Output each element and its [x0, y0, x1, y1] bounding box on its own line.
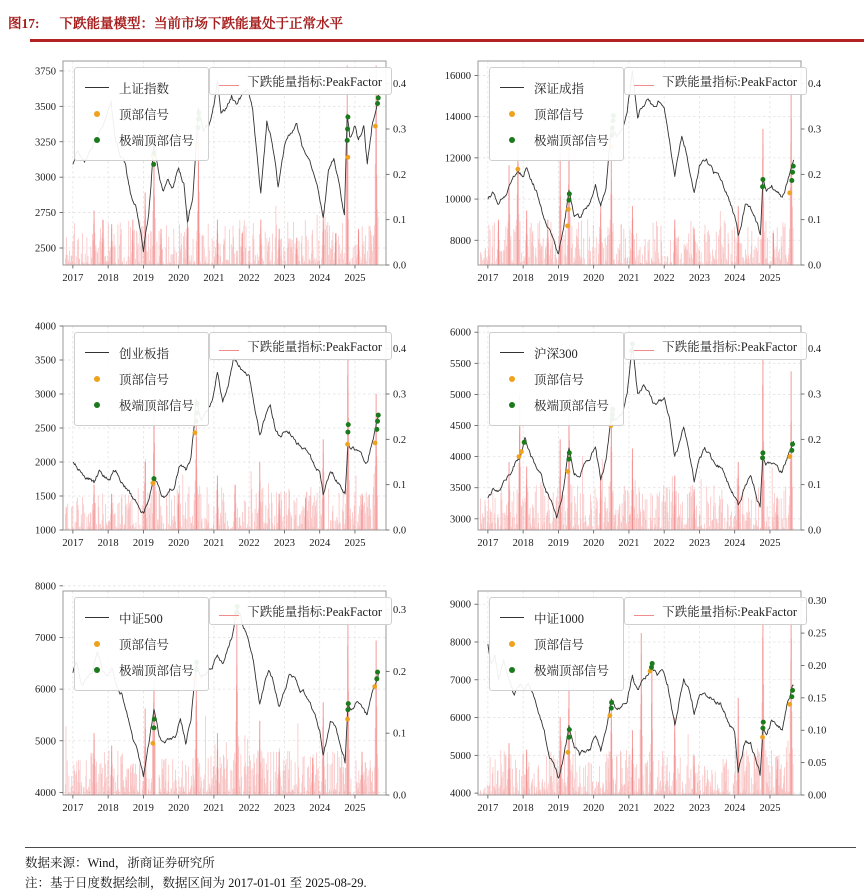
svg-text:0.0: 0.0	[808, 260, 822, 271]
series-label: 创业板指	[119, 346, 170, 361]
svg-text:6000: 6000	[450, 712, 471, 724]
svg-text:2023: 2023	[688, 537, 710, 549]
svg-text:6000: 6000	[450, 327, 471, 339]
data-source: 数据来源：Wind，浙商证券研究所	[25, 855, 215, 870]
figure-footer	[25, 847, 856, 893]
top-signal-marker	[94, 376, 100, 382]
svg-text:0.25: 0.25	[808, 628, 827, 640]
svg-text:2022: 2022	[653, 537, 675, 549]
series-line-swatch	[500, 352, 524, 353]
charts-grid	[13, 48, 843, 843]
peakfactor-line-swatch	[219, 350, 239, 351]
series-line-swatch	[500, 87, 524, 88]
svg-text:0.00: 0.00	[808, 790, 827, 801]
svg-text:2025: 2025	[759, 802, 781, 814]
svg-text:2500: 2500	[35, 423, 56, 434]
svg-text:3000: 3000	[35, 389, 56, 400]
svg-text:2017: 2017	[477, 272, 499, 284]
svg-text:0.10: 0.10	[808, 725, 827, 737]
svg-text:2021: 2021	[203, 272, 225, 284]
svg-text:0.2: 0.2	[808, 434, 822, 446]
svg-text:2020: 2020	[168, 802, 190, 814]
peakfactor-line-swatch	[634, 85, 654, 86]
figure-label: 图17:	[8, 16, 40, 31]
top-signal-marker	[509, 641, 515, 647]
svg-text:2025: 2025	[344, 802, 366, 814]
svg-text:5000: 5000	[450, 389, 471, 401]
chart-cell-csi1000	[428, 578, 843, 843]
peakfactor-legend	[624, 67, 807, 95]
svg-text:14000: 14000	[444, 111, 471, 123]
svg-text:0.3: 0.3	[393, 389, 407, 400]
data-note: 注：基于日度数据绘制，数据区间为 2017-01-01 至 2025-08-29.	[25, 875, 367, 890]
svg-text:7000: 7000	[35, 632, 56, 644]
legend-csi300	[489, 332, 624, 426]
extreme-signal-marker	[94, 137, 100, 143]
svg-text:2019: 2019	[547, 537, 569, 549]
svg-text:5000: 5000	[35, 735, 56, 747]
svg-text:0.1: 0.1	[808, 479, 822, 491]
svg-text:2024: 2024	[309, 272, 331, 284]
top-signal-label: 顶部信号	[534, 372, 585, 387]
svg-text:8000: 8000	[450, 637, 471, 648]
svg-text:2022: 2022	[238, 537, 260, 549]
peakfactor-line-swatch	[634, 615, 654, 616]
svg-text:2024: 2024	[724, 802, 746, 814]
svg-text:2017: 2017	[62, 272, 84, 284]
svg-text:2022: 2022	[238, 802, 260, 814]
svg-text:2019: 2019	[132, 537, 154, 549]
svg-text:0.2: 0.2	[393, 434, 407, 446]
svg-text:7000: 7000	[450, 674, 471, 686]
svg-text:4000: 4000	[450, 451, 471, 463]
svg-text:5500: 5500	[450, 358, 471, 370]
svg-text:0.4: 0.4	[808, 78, 822, 90]
legend-szse	[489, 67, 624, 161]
extreme-signal-marker	[509, 402, 515, 408]
svg-text:2025: 2025	[759, 272, 781, 284]
peakfactor-label: 下跌能量指标:PeakFactor	[662, 604, 797, 619]
svg-text:0.05: 0.05	[808, 757, 827, 769]
svg-text:2019: 2019	[547, 802, 569, 814]
svg-text:2017: 2017	[62, 537, 84, 549]
svg-text:2018: 2018	[512, 802, 534, 814]
peakfactor-line-swatch	[634, 350, 654, 351]
svg-text:0.20: 0.20	[808, 660, 827, 672]
svg-text:0.2: 0.2	[393, 666, 407, 678]
series-label: 沪深300	[534, 346, 578, 361]
svg-text:0.15: 0.15	[808, 692, 827, 704]
svg-text:2023: 2023	[273, 272, 295, 284]
svg-text:2023: 2023	[273, 537, 295, 549]
svg-text:2023: 2023	[273, 802, 295, 814]
svg-text:2018: 2018	[97, 537, 119, 549]
peakfactor-legend	[209, 332, 392, 360]
svg-text:2021: 2021	[618, 802, 640, 814]
svg-text:2017: 2017	[62, 802, 84, 814]
series-line-swatch	[85, 352, 109, 353]
peakfactor-legend	[624, 597, 807, 625]
extreme-signal-marker	[94, 667, 100, 673]
svg-text:0.3: 0.3	[393, 604, 407, 616]
extreme-signal-marker	[509, 137, 515, 143]
svg-text:0.3: 0.3	[808, 389, 822, 400]
svg-text:0.3: 0.3	[393, 124, 407, 135]
chart-cell-szse	[428, 48, 843, 313]
svg-text:2024: 2024	[724, 537, 746, 549]
svg-text:8000: 8000	[450, 235, 471, 247]
svg-text:2024: 2024	[724, 272, 746, 284]
top-signal-label: 顶部信号	[534, 637, 585, 652]
svg-text:0.1: 0.1	[393, 214, 407, 226]
svg-text:2500: 2500	[35, 243, 56, 254]
svg-text:2020: 2020	[168, 272, 190, 284]
peakfactor-legend	[624, 332, 807, 360]
svg-text:2020: 2020	[583, 537, 605, 549]
figure-title: 下跌能量模型：当前市场下跌能量处于正常水平	[59, 16, 343, 31]
legend-sse	[74, 67, 209, 161]
svg-text:2025: 2025	[759, 537, 781, 549]
svg-text:0.0: 0.0	[393, 790, 407, 801]
svg-text:16000: 16000	[444, 70, 471, 82]
series-label: 中证500	[119, 611, 163, 626]
svg-text:2022: 2022	[238, 272, 260, 284]
peakfactor-label: 下跌能量指标:PeakFactor	[662, 74, 797, 89]
series-label: 深证成指	[534, 81, 585, 96]
figure-header	[0, 0, 864, 42]
svg-text:4500: 4500	[450, 420, 471, 432]
svg-text:6000: 6000	[35, 684, 56, 696]
peakfactor-label: 下跌能量指标:PeakFactor	[662, 339, 797, 354]
peakfactor-line-swatch	[219, 615, 239, 616]
svg-text:1000: 1000	[35, 525, 56, 536]
legend-csi500	[74, 597, 209, 691]
svg-text:2021: 2021	[618, 537, 640, 549]
series-label: 上证指数	[119, 81, 170, 96]
svg-text:1500: 1500	[35, 491, 56, 502]
header-rule	[30, 39, 864, 42]
series-line-swatch	[500, 617, 524, 618]
svg-text:0.1: 0.1	[808, 214, 822, 226]
peakfactor-label: 下跌能量指标:PeakFactor	[247, 604, 382, 619]
svg-text:2018: 2018	[512, 272, 534, 284]
chart-cell-chinext	[13, 313, 428, 578]
extreme-signal-label: 极端顶部信号	[534, 133, 610, 148]
svg-text:0.1: 0.1	[393, 479, 407, 491]
series-label: 中证1000	[534, 611, 585, 626]
top-signal-marker	[509, 111, 515, 117]
top-signal-marker	[509, 376, 515, 382]
svg-text:2023: 2023	[688, 802, 710, 814]
svg-text:2024: 2024	[309, 802, 331, 814]
svg-text:0.0: 0.0	[393, 525, 407, 536]
chart-cell-csi500	[13, 578, 428, 843]
svg-text:2025: 2025	[344, 537, 366, 549]
svg-text:0.4: 0.4	[393, 78, 407, 90]
svg-text:2018: 2018	[97, 272, 119, 284]
peakfactor-label: 下跌能量指标:PeakFactor	[247, 74, 382, 89]
top-signal-marker	[94, 641, 100, 647]
svg-text:2750: 2750	[35, 207, 56, 219]
svg-text:12000: 12000	[444, 152, 471, 164]
svg-text:4000: 4000	[450, 788, 471, 800]
svg-text:3000: 3000	[35, 172, 56, 184]
svg-text:0.1: 0.1	[393, 728, 407, 740]
svg-text:8000: 8000	[35, 580, 56, 592]
svg-text:2021: 2021	[203, 802, 225, 814]
peakfactor-legend	[209, 597, 392, 625]
top-signal-label: 顶部信号	[534, 107, 585, 122]
chart-cell-sse	[13, 48, 428, 313]
svg-text:2018: 2018	[512, 537, 534, 549]
svg-text:0.4: 0.4	[808, 343, 822, 355]
series-line-swatch	[85, 87, 109, 88]
svg-text:0.0: 0.0	[393, 260, 407, 271]
svg-text:2019: 2019	[132, 802, 154, 814]
peakfactor-legend	[209, 67, 392, 95]
svg-text:9000: 9000	[450, 599, 471, 611]
svg-text:2025: 2025	[344, 272, 366, 284]
svg-text:2000: 2000	[35, 457, 56, 468]
svg-text:10000: 10000	[444, 194, 471, 206]
svg-text:2020: 2020	[583, 272, 605, 284]
svg-text:2021: 2021	[618, 272, 640, 284]
extreme-signal-label: 极端顶部信号	[119, 133, 195, 148]
svg-text:2019: 2019	[547, 272, 569, 284]
svg-text:3750: 3750	[35, 65, 56, 77]
svg-text:2020: 2020	[168, 537, 190, 549]
svg-text:0.2: 0.2	[393, 169, 407, 181]
extreme-signal-marker	[94, 402, 100, 408]
svg-text:3500: 3500	[450, 482, 471, 494]
svg-text:0.0: 0.0	[808, 525, 822, 536]
svg-text:4000: 4000	[35, 321, 56, 332]
svg-text:2022: 2022	[653, 802, 675, 814]
legend-csi1000	[489, 597, 624, 691]
extreme-signal-label: 极端顶部信号	[534, 663, 610, 678]
svg-text:2017: 2017	[477, 537, 499, 549]
svg-text:2024: 2024	[309, 537, 331, 549]
svg-text:2019: 2019	[132, 272, 154, 284]
svg-text:0.2: 0.2	[808, 169, 822, 181]
svg-text:5000: 5000	[450, 750, 471, 762]
svg-text:2017: 2017	[477, 802, 499, 814]
peakfactor-line-swatch	[219, 85, 239, 86]
svg-text:3500: 3500	[35, 101, 56, 113]
svg-text:0.3: 0.3	[808, 124, 822, 135]
svg-text:4000: 4000	[35, 787, 56, 799]
legend-chinext	[74, 332, 209, 426]
extreme-signal-marker	[509, 667, 515, 673]
svg-text:3250: 3250	[35, 136, 56, 148]
top-signal-label: 顶部信号	[119, 107, 170, 122]
svg-text:0.30: 0.30	[808, 595, 827, 607]
extreme-signal-label: 极端顶部信号	[119, 663, 195, 678]
svg-text:2022: 2022	[653, 272, 675, 284]
svg-text:2023: 2023	[688, 272, 710, 284]
top-signal-label: 顶部信号	[119, 372, 170, 387]
chart-cell-csi300	[428, 313, 843, 578]
top-signal-marker	[94, 111, 100, 117]
peakfactor-label: 下跌能量指标:PeakFactor	[247, 339, 382, 354]
svg-text:0.4: 0.4	[393, 343, 407, 355]
svg-text:3000: 3000	[450, 513, 471, 525]
series-line-swatch	[85, 617, 109, 618]
top-signal-label: 顶部信号	[119, 637, 170, 652]
extreme-signal-label: 极端顶部信号	[534, 398, 610, 413]
svg-text:2018: 2018	[97, 802, 119, 814]
svg-text:2021: 2021	[203, 537, 225, 549]
svg-text:2020: 2020	[583, 802, 605, 814]
svg-text:3500: 3500	[35, 355, 56, 366]
extreme-signal-label: 极端顶部信号	[119, 398, 195, 413]
